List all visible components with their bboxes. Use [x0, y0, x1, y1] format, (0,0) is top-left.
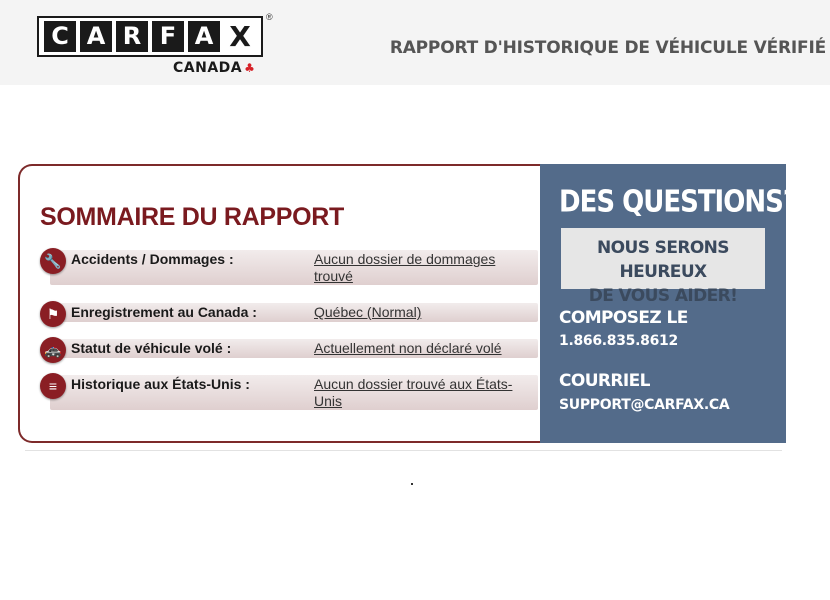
summary-row-registration: [40, 303, 540, 322]
contact-panel: [540, 164, 797, 443]
report-card: [18, 164, 797, 443]
row-label: Accidents / Dommages :: [71, 251, 234, 267]
summary-row-us-history: [40, 375, 540, 410]
email-address[interactable]: SUPPORT@CARFAX.CA: [559, 397, 730, 413]
summary-row-stolen: [40, 339, 540, 358]
contact-title: DES QUESTIONS?: [559, 185, 797, 220]
row-label: Statut de véhicule volé :: [71, 340, 232, 356]
row-value-link[interactable]: Actuellement non déclaré volé: [314, 340, 502, 356]
us-flag-icon: ≡: [40, 373, 66, 399]
row-value-link[interactable]: Aucun dossier trouvé aux États-Unis: [314, 376, 513, 409]
logo-letter: C: [44, 21, 76, 52]
logo-country: [173, 60, 255, 76]
row-value-link[interactable]: Aucun dossier de dommages trouvé: [314, 251, 496, 284]
police-car-icon: 🚓: [40, 337, 66, 363]
email-label: COURRIEL: [559, 371, 650, 391]
phone-number[interactable]: 1.866.835.8612: [559, 333, 678, 349]
summary-row-accidents: [40, 250, 540, 285]
stray-dot: [411, 483, 413, 485]
summary-title: SOMMAIRE DU RAPPORT: [40, 203, 345, 231]
help-box: [561, 228, 765, 306]
wrench-icon: 🔧: [40, 248, 66, 274]
divider: [25, 450, 782, 451]
logo-letter: R: [116, 21, 148, 52]
flag-icon: ⚑: [40, 301, 66, 327]
page-header: [0, 0, 830, 85]
registered-mark: ®: [266, 12, 273, 22]
row-label: Enregistrement au Canada :: [71, 304, 257, 320]
maple-leaf-icon: ♣: [244, 61, 256, 75]
help-line: DE VOUS AIDER!: [588, 286, 738, 306]
logo-letter: X: [224, 21, 256, 52]
report-summary-panel: [18, 164, 544, 443]
report-title: RAPPORT D'HISTORIQUE DE VÉHICULE VÉRIFIÉ: [389, 38, 826, 58]
help-line: NOUS SERONS HEUREUX: [597, 238, 729, 282]
logo-letters: [44, 21, 256, 52]
logo-country-text: CANADA: [173, 60, 243, 76]
logo-box: [37, 16, 263, 57]
phone-label: COMPOSEZ LE: [559, 308, 688, 328]
logo-letter: A: [188, 21, 220, 52]
logo-letter: F: [152, 21, 184, 52]
row-value-link[interactable]: Québec (Normal): [314, 304, 422, 320]
help-text: [561, 236, 765, 308]
logo-letter: A: [80, 21, 112, 52]
row-label: Historique aux États-Unis :: [71, 376, 250, 392]
